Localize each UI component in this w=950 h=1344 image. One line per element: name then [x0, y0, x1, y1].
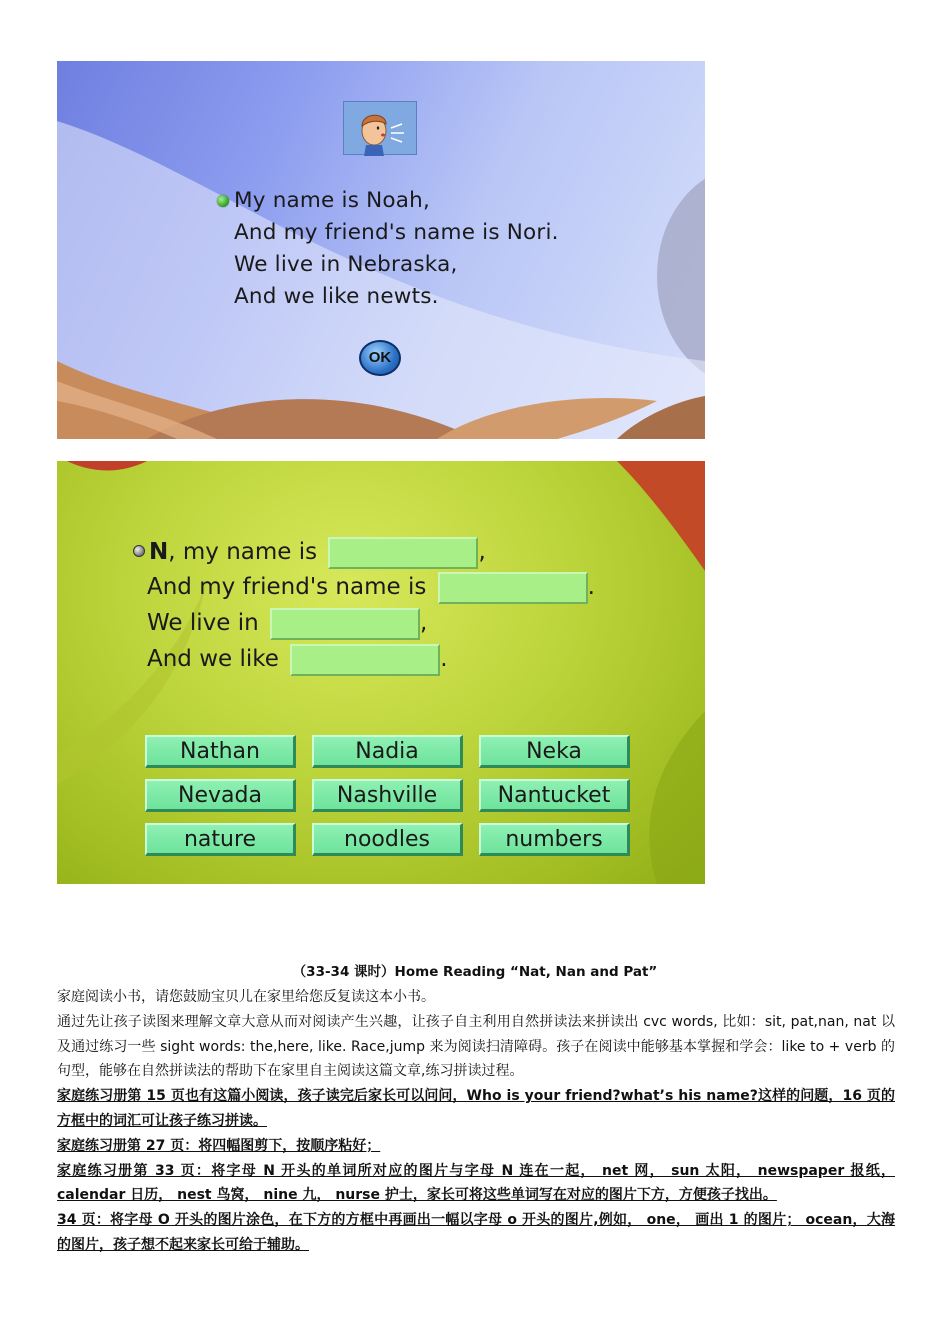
word-button[interactable]: nature	[145, 823, 296, 856]
word-button[interactable]: Neka	[479, 735, 630, 768]
word-button[interactable]: noodles	[312, 823, 463, 856]
friend-name-blank-input[interactable]	[438, 572, 588, 604]
word-button[interactable]: numbers	[479, 823, 630, 856]
punctuation: .	[440, 646, 448, 672]
punctuation: ,	[420, 610, 428, 636]
fill-line-text: We live in	[147, 610, 259, 636]
homework-note: 34 页：将字母 O 开头的图片涂色，在下方的方框中再画出一幅以字母 o 开头的图片,例如， one， 画出 1 的图片； ocean，大海的图片，孩子想不起来家长可给于辅助。	[57, 1212, 895, 1253]
slide-fill-in-blanks	[57, 461, 705, 884]
homework-note: 家庭练习册第 27 页：将四幅图剪下，按顺序粘好；	[57, 1137, 381, 1154]
punctuation: .	[587, 574, 595, 600]
place-blank-input[interactable]	[270, 608, 420, 640]
paragraph: 家庭阅读小书，请您鼓励宝贝儿在家里给您反复读这本小书。	[57, 989, 435, 1005]
punctuation: ,	[478, 539, 486, 565]
slide-noah-poem	[57, 61, 705, 439]
speaker-button[interactable]	[343, 101, 417, 155]
like-blank-input[interactable]	[290, 644, 440, 676]
fill-line-3	[147, 606, 427, 640]
word-button[interactable]: Nadia	[312, 735, 463, 768]
green-bullet-icon	[217, 195, 229, 207]
homework-note: 家庭练习册第 15 页也有这篇小阅读，孩子读完后家长可以问问，Who is your friend?what’s his name?这样的问题，16 页的方框中的词汇可让孩子练习拼读。	[57, 1088, 895, 1129]
fill-line-text: , my name is	[168, 539, 318, 565]
word-button[interactable]: Nevada	[145, 779, 296, 812]
word-button[interactable]: Nathan	[145, 735, 296, 768]
letter-n: N	[149, 539, 169, 565]
name-blank-input[interactable]	[328, 537, 478, 569]
fill-line-text: And we like	[147, 646, 279, 672]
fill-line-1	[149, 535, 486, 569]
noah-poem	[234, 185, 559, 313]
speaking-boy-icon	[344, 102, 418, 156]
homework-note: 家庭练习册第 33 页：将字母 N 开头的单词所对应的图片与字母 N 连在一起， net 网， sun 太阳， newspaper 报纸， calendar 日历， nest 鸟窝， nine 九， nurse 护士，家长可将这些单词写在对应的图片下方，方便孩子找出。	[57, 1162, 895, 1204]
poem-line: My name is Noah,	[234, 188, 430, 213]
ok-button[interactable]: OK	[359, 340, 401, 376]
paragraph: 通过先让孩子读图来理解文章大意从而对阅读产生兴趣，让孩子自主利用自然拼读法来拼读出 cvc words, 比如：sit, pat,nan, nat 以及通过练习一些 sight words: the,here, like. Race,jump 来为阅读扫清障碍。孩子在阅读中能够基本掌握和学会：like to + verb 的句型，能够在自然拼读法的帮助下在家里自主阅读这篇文章,练习拼读过程。	[57, 1013, 895, 1080]
lesson-title: （33-34 课时）Home Reading “Nat, Nan and Pat”	[292, 964, 658, 980]
fill-line-2	[147, 570, 595, 604]
poem-line: We live in Nebraska,	[234, 252, 458, 277]
poem-line: And we like newts.	[234, 284, 439, 309]
fill-line-4	[147, 642, 448, 676]
fill-line-text: And my friend's name is	[147, 574, 427, 600]
lesson-notes	[57, 985, 895, 1258]
poem-line: And my friend's name is Nori.	[234, 220, 559, 245]
word-button[interactable]: Nantucket	[479, 779, 630, 812]
word-button[interactable]: Nashville	[312, 779, 463, 812]
grey-bullet-icon	[133, 545, 145, 557]
